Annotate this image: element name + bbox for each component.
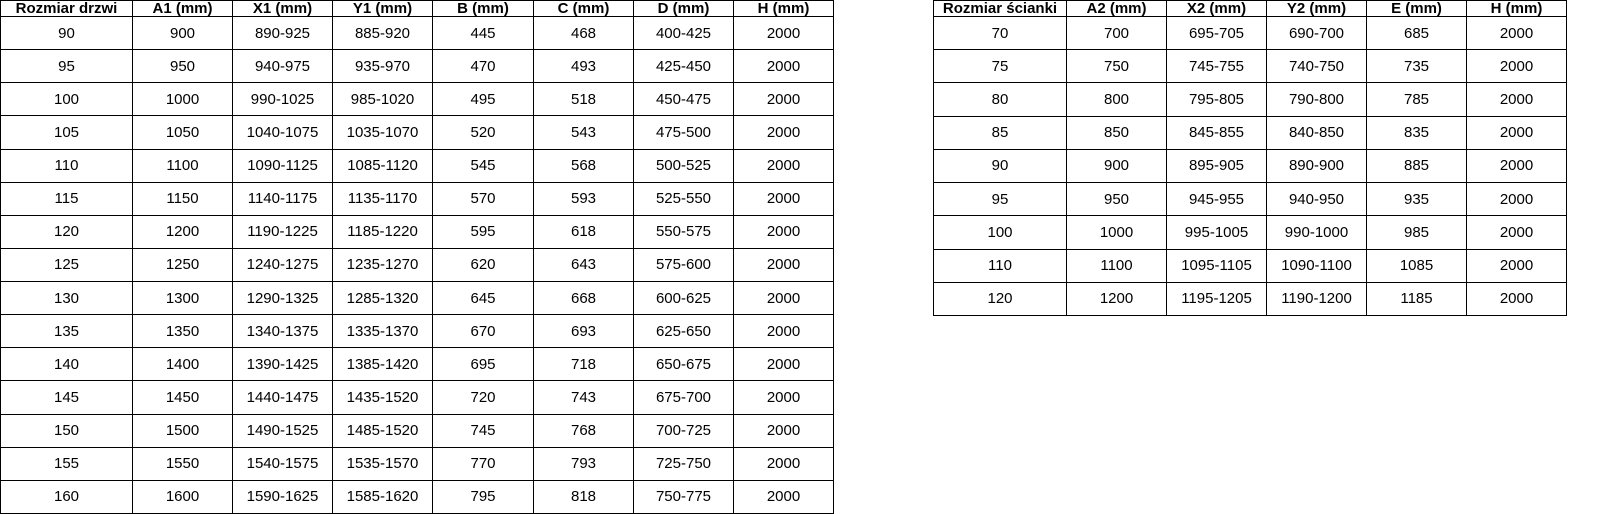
table-cell: 1350 bbox=[133, 315, 233, 348]
table-cell: 1540-1575 bbox=[233, 447, 333, 480]
table-cell: 643 bbox=[534, 248, 634, 281]
table-cell: 1500 bbox=[133, 414, 233, 447]
table-cell: 1285-1320 bbox=[333, 282, 433, 315]
column-header: A1 (mm) bbox=[133, 1, 233, 17]
column-header: Rozmiar ścianki bbox=[934, 1, 1067, 17]
table-cell: 835 bbox=[1367, 116, 1467, 149]
table-cell: 840-850 bbox=[1267, 116, 1367, 149]
table-row bbox=[1, 381, 834, 414]
table-cell: 1185-1220 bbox=[333, 215, 433, 248]
table-cell: 675-700 bbox=[634, 381, 734, 414]
table-cell: 110 bbox=[1, 149, 133, 182]
table-cell: 545 bbox=[433, 149, 534, 182]
table-cell: 1290-1325 bbox=[233, 282, 333, 315]
table-cell: 745-755 bbox=[1167, 50, 1267, 83]
table-cell: 575-600 bbox=[634, 248, 734, 281]
table-cell: 2000 bbox=[1467, 50, 1567, 83]
table-cell: 100 bbox=[1, 83, 133, 116]
table-cell: 2000 bbox=[734, 480, 834, 513]
table-cell: 445 bbox=[433, 17, 534, 50]
table-cell: 800 bbox=[1067, 83, 1167, 116]
table-cell: 1440-1475 bbox=[233, 381, 333, 414]
table-cell: 1400 bbox=[133, 348, 233, 381]
table-cell: 695-705 bbox=[1167, 17, 1267, 50]
table-cell: 2000 bbox=[734, 83, 834, 116]
table-cell: 900 bbox=[1067, 149, 1167, 182]
table-cell: 995-1005 bbox=[1167, 216, 1267, 249]
table-cell: 990-1000 bbox=[1267, 216, 1367, 249]
table-cell: 1000 bbox=[133, 83, 233, 116]
table-cell: 593 bbox=[534, 182, 634, 215]
table-cell: 90 bbox=[934, 149, 1067, 182]
table-cell: 1340-1375 bbox=[233, 315, 333, 348]
table-cell: 735 bbox=[1367, 50, 1467, 83]
column-header: Y2 (mm) bbox=[1267, 1, 1367, 17]
table-cell: 550-575 bbox=[634, 215, 734, 248]
table-cell: 1385-1420 bbox=[333, 348, 433, 381]
table-cell: 945-955 bbox=[1167, 183, 1267, 216]
table-cell: 1550 bbox=[133, 447, 233, 480]
table-cell: 2000 bbox=[734, 17, 834, 50]
table-cell: 720 bbox=[433, 381, 534, 414]
table-cell: 885-920 bbox=[333, 17, 433, 50]
column-header: E (mm) bbox=[1367, 1, 1467, 17]
table-cell: 2000 bbox=[734, 50, 834, 83]
table-cell: 818 bbox=[534, 480, 634, 513]
column-header: C (mm) bbox=[534, 1, 634, 17]
table-cell: 2000 bbox=[1467, 149, 1567, 182]
table-cell: 725-750 bbox=[634, 447, 734, 480]
table-cell: 890-900 bbox=[1267, 149, 1367, 182]
table-cell: 85 bbox=[934, 116, 1067, 149]
table-cell: 700-725 bbox=[634, 414, 734, 447]
table-cell: 795-805 bbox=[1167, 83, 1267, 116]
table-cell: 495 bbox=[433, 83, 534, 116]
table-cell: 400-425 bbox=[634, 17, 734, 50]
table-cell: 650-675 bbox=[634, 348, 734, 381]
table-row bbox=[1, 17, 834, 50]
table-cell: 950 bbox=[133, 50, 233, 83]
column-header: A2 (mm) bbox=[1067, 1, 1167, 17]
table-cell: 568 bbox=[534, 149, 634, 182]
table-row bbox=[1, 149, 834, 182]
table-cell: 75 bbox=[934, 50, 1067, 83]
table-cell: 125 bbox=[1, 248, 133, 281]
table-cell: 110 bbox=[934, 249, 1067, 282]
table-cell: 1435-1520 bbox=[333, 381, 433, 414]
table-cell: 2000 bbox=[734, 315, 834, 348]
table-cell: 2000 bbox=[1467, 83, 1567, 116]
table-cell: 620 bbox=[433, 248, 534, 281]
table-cell: 470 bbox=[433, 50, 534, 83]
table-row bbox=[1, 248, 834, 281]
table-cell: 885 bbox=[1367, 149, 1467, 182]
table-cell: 1235-1270 bbox=[333, 248, 433, 281]
table-cell: 1050 bbox=[133, 116, 233, 149]
table-row bbox=[934, 83, 1567, 116]
table-row bbox=[934, 249, 1567, 282]
table-cell: 115 bbox=[1, 182, 133, 215]
table-cell: 1450 bbox=[133, 381, 233, 414]
column-header: Rozmiar drzwi bbox=[1, 1, 133, 17]
table-cell: 95 bbox=[934, 183, 1067, 216]
table-row bbox=[934, 50, 1567, 83]
table-cell: 570 bbox=[433, 182, 534, 215]
table-cell: 120 bbox=[1, 215, 133, 248]
table-cell: 475-500 bbox=[634, 116, 734, 149]
table-cell: 520 bbox=[433, 116, 534, 149]
table-cell: 890-925 bbox=[233, 17, 333, 50]
table-cell: 140 bbox=[1, 348, 133, 381]
table-cell: 543 bbox=[534, 116, 634, 149]
table-cell: 1100 bbox=[133, 149, 233, 182]
table-row bbox=[1, 447, 834, 480]
table-cell: 895-905 bbox=[1167, 149, 1267, 182]
table-cell: 1090-1100 bbox=[1267, 249, 1367, 282]
table-cell: 80 bbox=[934, 83, 1067, 116]
table-cell: 690-700 bbox=[1267, 17, 1367, 50]
table-cell: 718 bbox=[534, 348, 634, 381]
table-cell: 1150 bbox=[133, 182, 233, 215]
table-cell: 70 bbox=[934, 17, 1067, 50]
table-cell: 1485-1520 bbox=[333, 414, 433, 447]
table-cell: 130 bbox=[1, 282, 133, 315]
column-header: D (mm) bbox=[634, 1, 734, 17]
table-cell: 1135-1170 bbox=[333, 182, 433, 215]
table-cell: 900 bbox=[133, 17, 233, 50]
table-row bbox=[1, 282, 834, 315]
column-header: B (mm) bbox=[433, 1, 534, 17]
table-cell: 1090-1125 bbox=[233, 149, 333, 182]
table-cell: 450-475 bbox=[634, 83, 734, 116]
table-cell: 1185 bbox=[1367, 282, 1467, 315]
table-cell: 1490-1525 bbox=[233, 414, 333, 447]
table-cell: 1535-1570 bbox=[333, 447, 433, 480]
table-cell: 95 bbox=[1, 50, 133, 83]
table-cell: 670 bbox=[433, 315, 534, 348]
table-cell: 2000 bbox=[1467, 249, 1567, 282]
table-cell: 693 bbox=[534, 315, 634, 348]
table-cell: 600-625 bbox=[634, 282, 734, 315]
table-cell: 1085 bbox=[1367, 249, 1467, 282]
table-cell: 935-970 bbox=[333, 50, 433, 83]
table-cell: 1590-1625 bbox=[233, 480, 333, 513]
table-row bbox=[934, 183, 1567, 216]
table-cell: 785 bbox=[1367, 83, 1467, 116]
table-row bbox=[1, 116, 834, 149]
table-cell: 793 bbox=[534, 447, 634, 480]
table-cell: 1390-1425 bbox=[233, 348, 333, 381]
table-cell: 940-975 bbox=[233, 50, 333, 83]
table-cell: 518 bbox=[534, 83, 634, 116]
table-row bbox=[1, 414, 834, 447]
table-row bbox=[934, 216, 1567, 249]
table-cell: 695 bbox=[433, 348, 534, 381]
table-cell: 1095-1105 bbox=[1167, 249, 1267, 282]
table-cell: 150 bbox=[1, 414, 133, 447]
table-cell: 2000 bbox=[1467, 216, 1567, 249]
table-cell: 985-1020 bbox=[333, 83, 433, 116]
table-cell: 1040-1075 bbox=[233, 116, 333, 149]
table-cell: 155 bbox=[1, 447, 133, 480]
table-cell: 850 bbox=[1067, 116, 1167, 149]
table-cell: 2000 bbox=[734, 116, 834, 149]
table-row bbox=[1, 480, 834, 513]
table-cell: 790-800 bbox=[1267, 83, 1367, 116]
table-cell: 145 bbox=[1, 381, 133, 414]
table-cell: 468 bbox=[534, 17, 634, 50]
table-cell: 2000 bbox=[734, 414, 834, 447]
table-cell: 750 bbox=[1067, 50, 1167, 83]
table-cell: 425-450 bbox=[634, 50, 734, 83]
table-row bbox=[1, 315, 834, 348]
table-cell: 618 bbox=[534, 215, 634, 248]
table-cell: 2000 bbox=[734, 149, 834, 182]
table-cell: 1100 bbox=[1067, 249, 1167, 282]
header-row bbox=[1, 1, 834, 17]
table-cell: 2000 bbox=[734, 282, 834, 315]
table-row bbox=[1, 182, 834, 215]
table-cell: 1140-1175 bbox=[233, 182, 333, 215]
table-cell: 2000 bbox=[734, 381, 834, 414]
table-cell: 1200 bbox=[133, 215, 233, 248]
table-cell: 685 bbox=[1367, 17, 1467, 50]
table-cell: 120 bbox=[934, 282, 1067, 315]
table-cell: 525-550 bbox=[634, 182, 734, 215]
table-row bbox=[1, 50, 834, 83]
table-cell: 500-525 bbox=[634, 149, 734, 182]
header-row bbox=[934, 1, 1567, 17]
table-cell: 1250 bbox=[133, 248, 233, 281]
column-header: H (mm) bbox=[734, 1, 834, 17]
table-cell: 2000 bbox=[1467, 17, 1567, 50]
table-cell: 1190-1200 bbox=[1267, 282, 1367, 315]
table-cell: 1240-1275 bbox=[233, 248, 333, 281]
table-cell: 1200 bbox=[1067, 282, 1167, 315]
table-cell: 990-1025 bbox=[233, 83, 333, 116]
table-cell: 745 bbox=[433, 414, 534, 447]
table-cell: 2000 bbox=[734, 215, 834, 248]
column-header: X1 (mm) bbox=[233, 1, 333, 17]
table-cell: 985 bbox=[1367, 216, 1467, 249]
table-cell: 100 bbox=[934, 216, 1067, 249]
table-cell: 795 bbox=[433, 480, 534, 513]
table-cell: 940-950 bbox=[1267, 183, 1367, 216]
column-header: X2 (mm) bbox=[1167, 1, 1267, 17]
table-cell: 1000 bbox=[1067, 216, 1167, 249]
table-cell: 625-650 bbox=[634, 315, 734, 348]
table-cell: 1300 bbox=[133, 282, 233, 315]
table-row bbox=[934, 282, 1567, 315]
table-cell: 2000 bbox=[734, 248, 834, 281]
table-cell: 935 bbox=[1367, 183, 1467, 216]
wall-size-table bbox=[933, 0, 1567, 316]
table-cell: 845-855 bbox=[1167, 116, 1267, 149]
table-row bbox=[934, 116, 1567, 149]
table-cell: 1585-1620 bbox=[333, 480, 433, 513]
table-cell: 645 bbox=[433, 282, 534, 315]
table-cell: 740-750 bbox=[1267, 50, 1367, 83]
table-cell: 950 bbox=[1067, 183, 1167, 216]
table-cell: 1035-1070 bbox=[333, 116, 433, 149]
table-cell: 743 bbox=[534, 381, 634, 414]
table-cell: 105 bbox=[1, 116, 133, 149]
table-cell: 2000 bbox=[734, 182, 834, 215]
table-row bbox=[934, 149, 1567, 182]
table-cell: 1335-1370 bbox=[333, 315, 433, 348]
table-cell: 2000 bbox=[1467, 116, 1567, 149]
table-cell: 770 bbox=[433, 447, 534, 480]
table-row bbox=[1, 83, 834, 116]
table-cell: 1600 bbox=[133, 480, 233, 513]
table-row bbox=[1, 215, 834, 248]
table-cell: 2000 bbox=[734, 348, 834, 381]
table-cell: 2000 bbox=[734, 447, 834, 480]
column-header: H (mm) bbox=[1467, 1, 1567, 17]
table-row bbox=[934, 17, 1567, 50]
table-cell: 90 bbox=[1, 17, 133, 50]
table-cell: 1085-1120 bbox=[333, 149, 433, 182]
table-cell: 1190-1225 bbox=[233, 215, 333, 248]
column-header: Y1 (mm) bbox=[333, 1, 433, 17]
table-row bbox=[1, 348, 834, 381]
table-cell: 750-775 bbox=[634, 480, 734, 513]
table-cell: 160 bbox=[1, 480, 133, 513]
table-cell: 700 bbox=[1067, 17, 1167, 50]
table-cell: 595 bbox=[433, 215, 534, 248]
table-cell: 135 bbox=[1, 315, 133, 348]
table-cell: 2000 bbox=[1467, 282, 1567, 315]
table-cell: 2000 bbox=[1467, 183, 1567, 216]
table-cell: 1195-1205 bbox=[1167, 282, 1267, 315]
table-cell: 668 bbox=[534, 282, 634, 315]
table-cell: 768 bbox=[534, 414, 634, 447]
table-cell: 493 bbox=[534, 50, 634, 83]
